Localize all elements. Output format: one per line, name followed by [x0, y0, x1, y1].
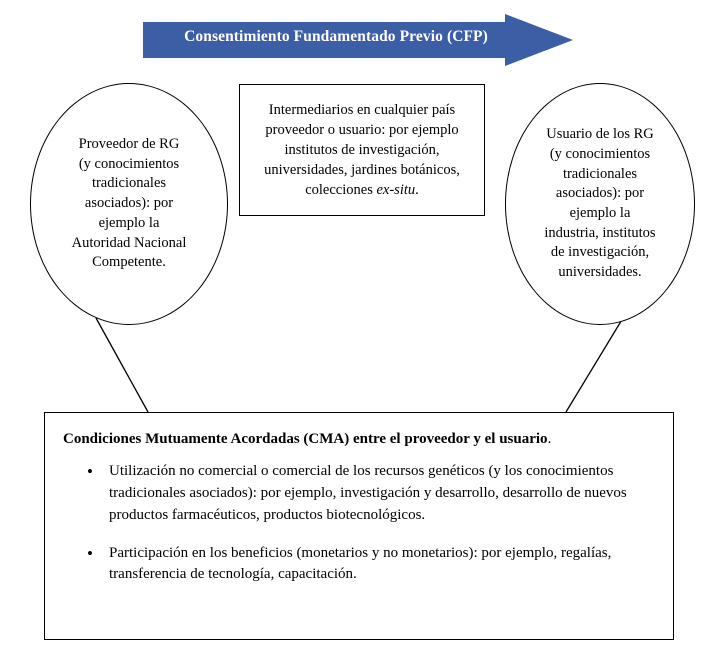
provider-line-2: (y conocimientos	[78, 155, 180, 172]
cfp-arrow-banner	[143, 14, 573, 66]
intermediaries-text-main: Intermediarios en cualquier país proveedor o usuario: por ejemplo institutos de investigación, universidades, jardines botánicos, colecciones	[264, 102, 460, 198]
user-line-1: Usuario de los RG	[546, 126, 654, 143]
node-provider-ellipse	[30, 83, 228, 325]
user-line-8: universidades.	[558, 264, 642, 281]
node-user-ellipse	[505, 83, 695, 325]
intermediaries-text-tail: .	[415, 182, 419, 198]
provider-line-6: Autoridad Nacional	[71, 234, 187, 251]
cma-title	[63, 429, 655, 449]
list-item: • Participación en los beneficios (monetarios y no monetarios): por ejemplo, regalías, transferencia de tecnología, capacitación.	[109, 543, 655, 587]
node-provider-text	[60, 135, 199, 273]
provider-line-1: Proveedor de RG	[78, 135, 180, 152]
provider-line-7: Competente.	[92, 254, 166, 271]
user-line-5: ejemplo la	[569, 205, 631, 221]
user-line-4: asociados): por	[555, 185, 645, 202]
intermediaries-italic-term: ex-situ	[376, 182, 416, 198]
cma-bullet-list	[63, 461, 655, 586]
provider-line-3: tradicionales	[91, 175, 167, 192]
node-intermediaries-text	[240, 100, 484, 200]
cma-title-tail: .	[547, 431, 552, 447]
node-intermediaries-box	[239, 84, 485, 216]
provider-line-5: ejemplo la	[98, 214, 160, 231]
user-line-6: industria, institutos	[544, 224, 656, 241]
cma-title-bold: Condiciones Mutuamente Acordadas (CMA) entre el proveedor y el usuario	[63, 431, 548, 447]
list-item: • Utilización no comercial o comercial de los recursos genéticos (y los conocimientos tradicionales asociados): por ejemplo, investigación y desarrollo, desarrollo de nuevos productos farmacéuticos, productos biotecnológicos.	[109, 461, 655, 526]
node-user-text	[532, 125, 667, 283]
node-cma-box	[44, 412, 674, 640]
arrow-label: Consentimiento Fundamentado Previo (CFP)	[184, 28, 488, 45]
user-line-7: de investigación,	[550, 244, 650, 261]
provider-line-4: asociados): por	[84, 195, 174, 212]
user-line-3: tradicionales	[562, 165, 638, 182]
user-line-2: (y conocimientos	[549, 145, 651, 162]
